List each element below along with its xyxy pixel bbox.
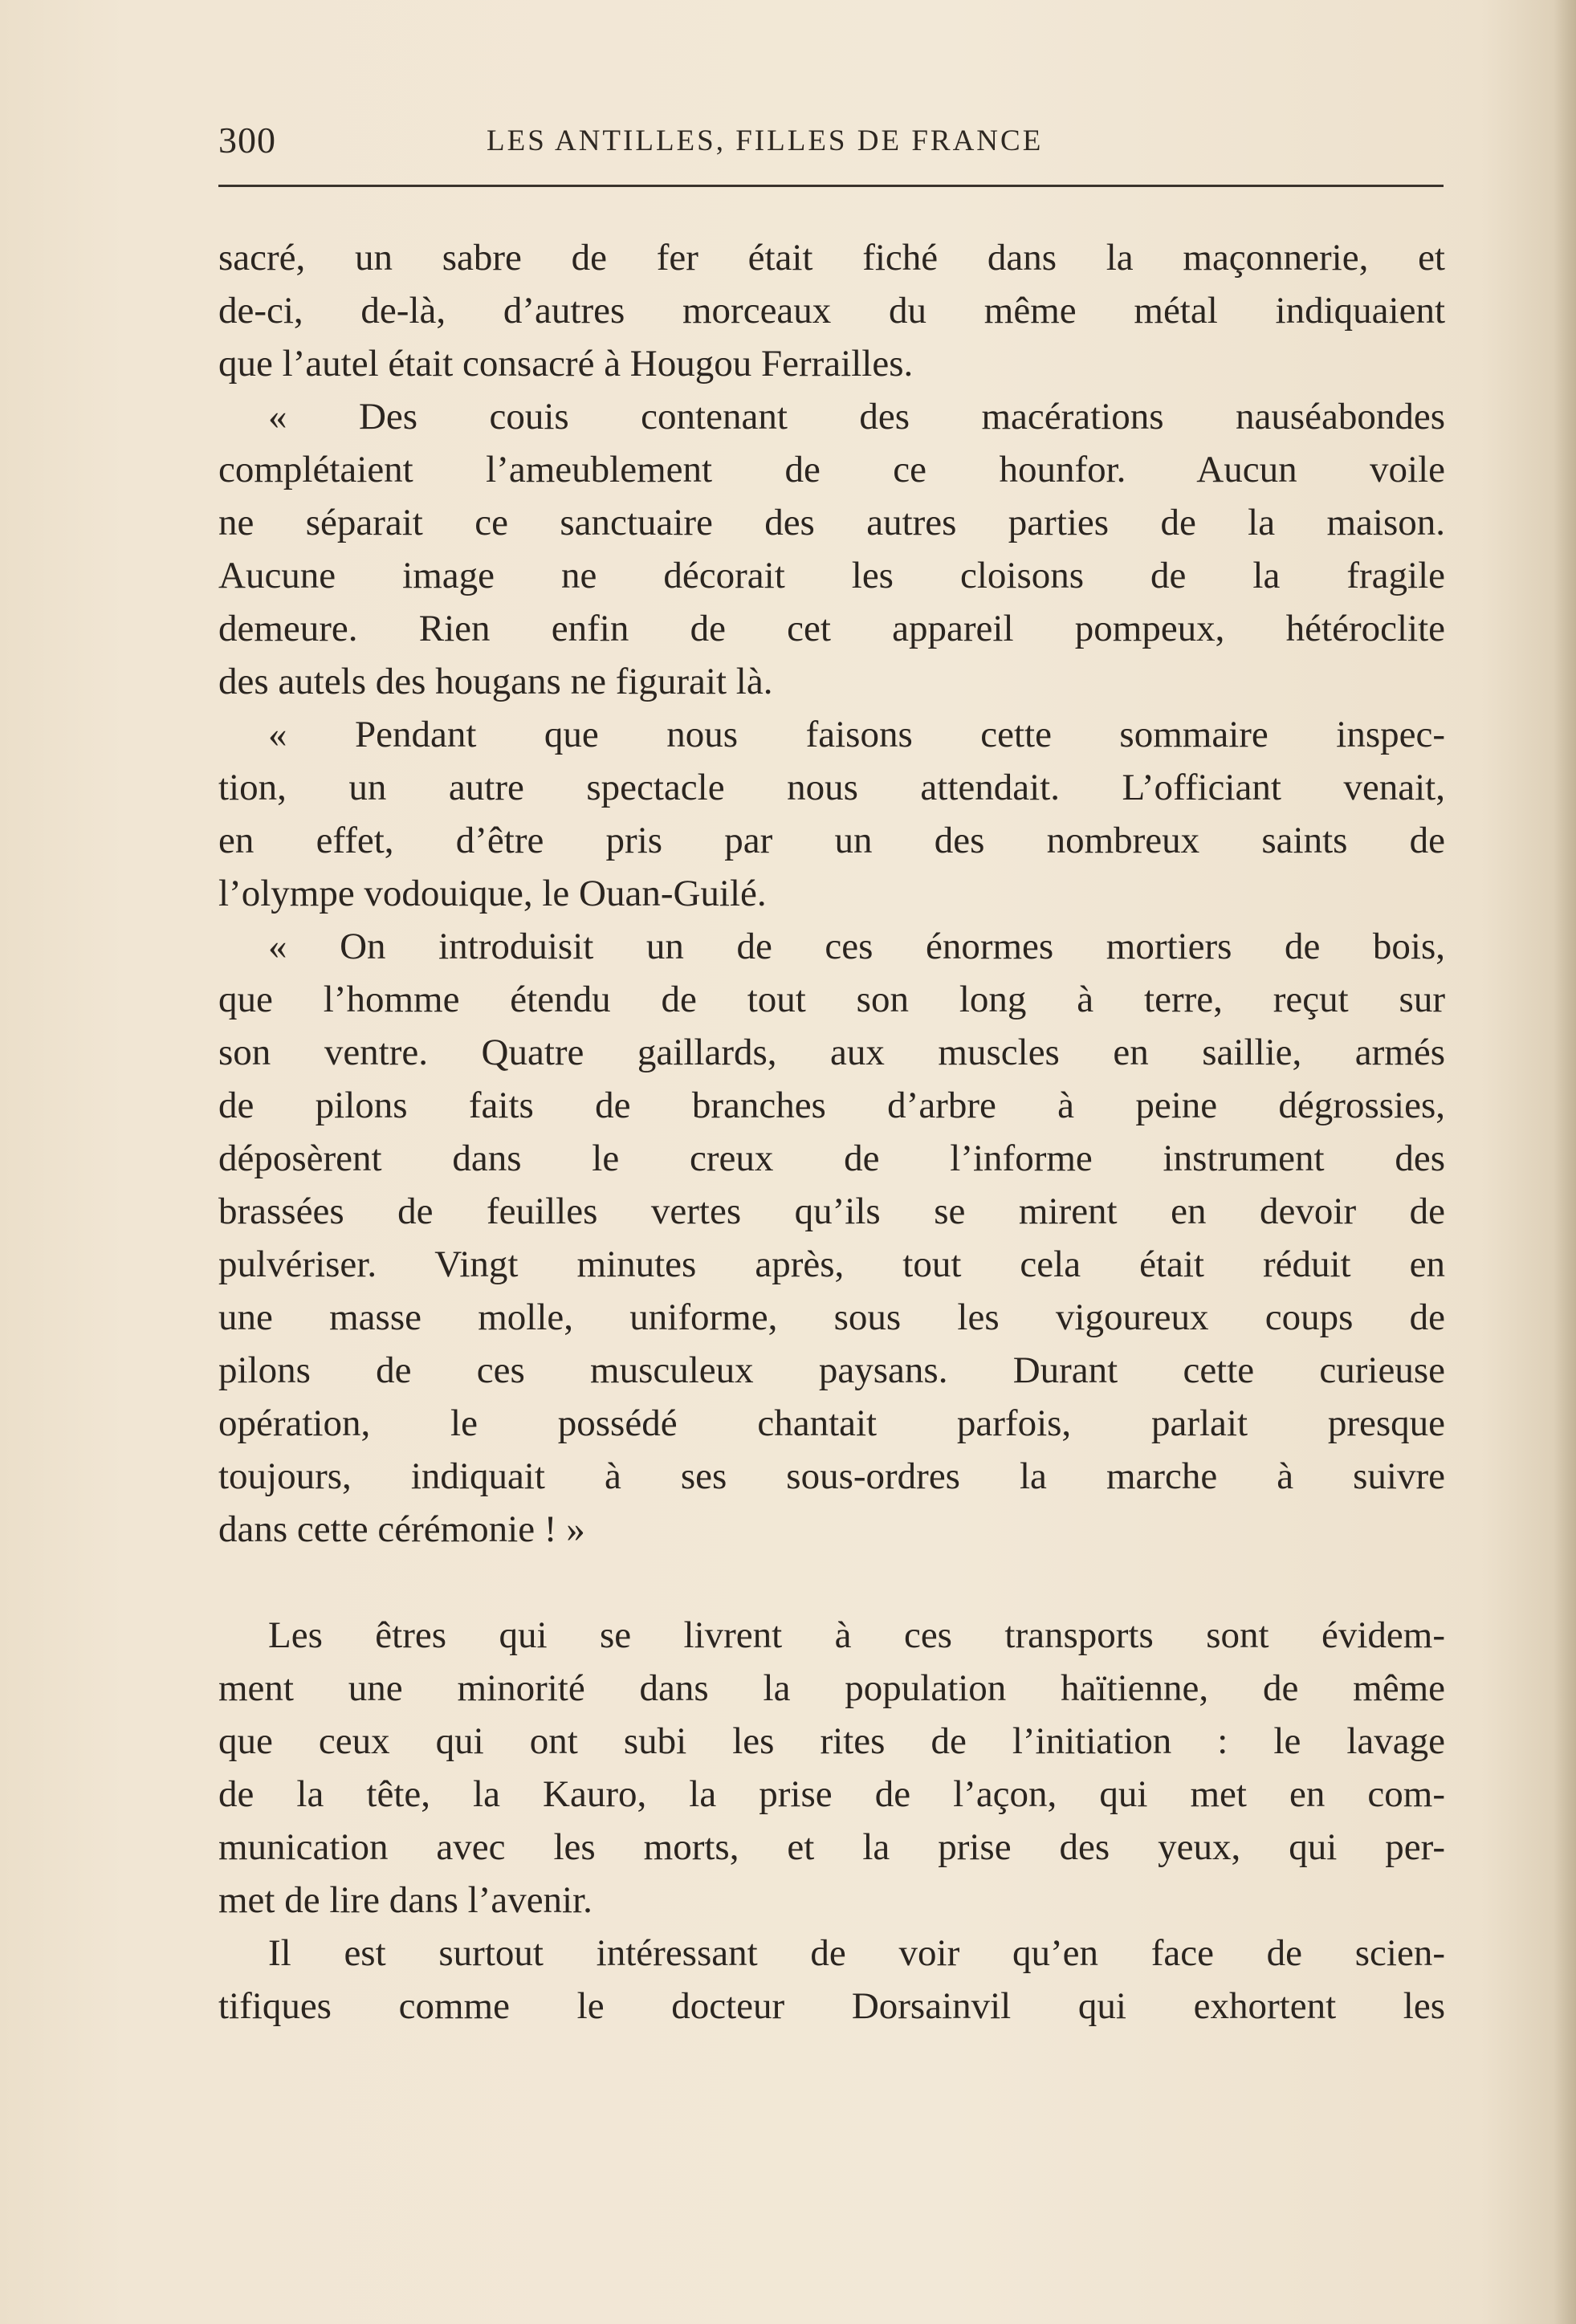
text-line: en effet, d’être pris par un des nombreux saints de (218, 820, 1445, 861)
text-line: que l’homme étendu de tout son long à terre, reçut sur (218, 979, 1445, 1020)
text-line: que ceux qui ont subi les rites de l’initiation : le lavage (218, 1720, 1445, 1762)
text-line: Il est surtout intéressant de voir qu’en face de scien- (268, 1932, 1445, 1974)
text-line: que l’autel était consacré à Hougou Ferrailles. (218, 343, 914, 385)
text-line: complétaient l’ameublement de ce hounfor. Aucun voile (218, 449, 1445, 490)
text-line: met de lire dans l’avenir. (218, 1879, 593, 1921)
text-line: opération, le possédé chantait parfois, parlait presque (218, 1402, 1445, 1444)
text-line: son ventre. Quatre gaillards, aux muscles en saillie, armés (218, 1032, 1445, 1073)
text-line: « Pendant que nous faisons cette sommaire inspec- (268, 714, 1445, 755)
text-line: une masse molle, uniforme, sous les vigoureux coups de (218, 1296, 1445, 1338)
text-line: de la tête, la Kauro, la prise de l’açon, qui met en com- (218, 1773, 1445, 1815)
text-line: sacré, un sabre de fer était fiché dans la maçonnerie, et (218, 237, 1445, 279)
page-edge-shadow (1554, 0, 1576, 2324)
body-text (218, 231, 1445, 2033)
text-line: demeure. Rien enfin de cet appareil pompeux, hétéroclite (218, 608, 1445, 649)
page-number: 300 (218, 120, 276, 161)
paragraph-gap (218, 1556, 1445, 1609)
text-line: brassées de feuilles vertes qu’ils se mirent en devoir de (218, 1190, 1445, 1232)
text-line: Aucune image ne décorait les cloisons de la fragile (218, 555, 1445, 596)
text-line: Les êtres qui se livrent à ces transports sont évidem- (268, 1614, 1445, 1656)
text-line: « On introduisit un de ces énormes mortiers de bois, (268, 926, 1445, 967)
text-line: de pilons faits de branches d’arbre à peine dégrossies, (218, 1085, 1445, 1126)
text-line: ment une minorité dans la population haïtienne, de même (218, 1667, 1445, 1709)
text-line: tion, un autre spectacle nous attendait. L’officiant venait, (218, 767, 1445, 808)
running-title: LES ANTILLES, FILLES DE FRANCE (487, 124, 1044, 157)
text-line: « Des couis contenant des macérations nauséabondes (268, 396, 1445, 438)
text-line: des autels des hougans ne figurait là. (218, 661, 773, 702)
text-line: tifiques comme le docteur Dorsainvil qui exhortent les (218, 1985, 1445, 2027)
text-line: de-ci, de-là, d’autres morceaux du même métal indiquaient (218, 290, 1445, 332)
text-line: déposèrent dans le creux de l’informe instrument des (218, 1138, 1445, 1179)
text-line: pilons de ces musculeux paysans. Durant cette curieuse (218, 1349, 1445, 1391)
text-line: toujours, indiquait à ses sous-ordres la marche à suivre (218, 1455, 1445, 1497)
page-header (218, 119, 1447, 167)
header-rule (218, 185, 1444, 187)
text-line: dans cette cérémonie ! » (218, 1508, 585, 1550)
text-line: ne séparait ce sanctuaire des autres parties de la maison. (218, 502, 1445, 543)
text-line: l’olympe vodouique, le Ouan-Guilé. (218, 873, 767, 914)
text-line: munication avec les morts, et la prise des yeux, qui per- (218, 1826, 1445, 1868)
text-line: pulvériser. Vingt minutes après, tout cela était réduit en (218, 1243, 1445, 1285)
